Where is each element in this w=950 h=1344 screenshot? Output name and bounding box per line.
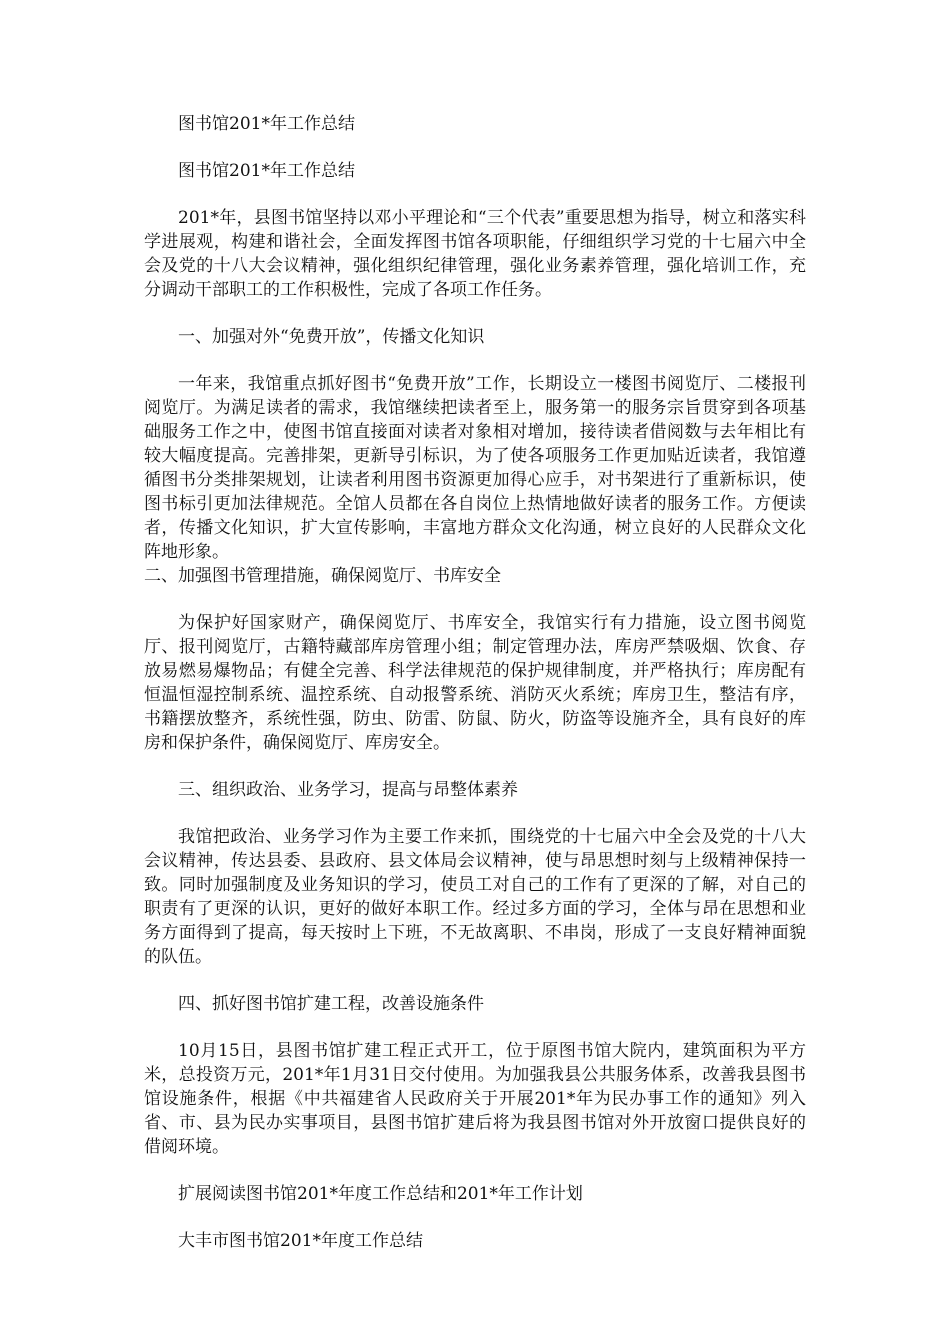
extended-reading-title: 扩展阅读图书馆201*年度工作总结和201*年工作计划	[178, 1184, 583, 1204]
document-subtitle: 图书馆201*年工作总结	[178, 161, 355, 181]
section-2-heading: 二、加强图书管理措施，确保阅览厅、书库安全	[144, 566, 501, 586]
section-1-body: 一年来，我馆重点抓好图书“免费开放”工作，长期设立一楼图书阅览厅、二楼报刊阅览厅。为满足读者的需求，我馆继续把读者至上，服务第一的服务宗旨贯穿到各项基础服务工作之中，使图书馆直接面对读者对象相对增加，接待读者借阅数与去年相比有较大幅度提高。完善排架，更新导引标识，为了使各项服务工作更加贴近读者，我馆遵循图书分类排架规划，让读者利用图书资源更加得心应手，对书架进行了重新标识，使图书标引更加法律规范。全馆人员都在各自岗位上热情地做好读者的服务工作。方便读者，传播文化知识，扩大宣传影响，丰富地方群众文化沟通，树立良好的人民群众文化阵地形象。	[144, 374, 806, 562]
section-1-heading: 一、加强对外“免费开放”，传播文化知识	[178, 327, 485, 347]
intro-paragraph: 201*年，县图书馆坚持以邓小平理论和“三个代表”重要思想为指导，树立和落实科学进展观，构建和谐社会，全面发挥图书馆各项职能，仔细组织学习党的十七届六中全会及党的十八大会议精神，强化组织纪律管理，强化业务素养管理，强化培训工作，充分调动干部职工的工作积极性，完成了各项工作任务。	[144, 208, 806, 300]
section-2-body: 为保护好国家财产，确保阅览厅、书库安全，我馆实行有力措施，设立图书阅览厅、报刊阅览厅，古籍特藏部库房管理小组；制定管理办法，库房严禁吸烟、饮食、存放易燃易爆物品；有健全完善、科学法律规范的保护规律制度，并严格执行；库房配有恒温恒湿控制系统、温控系统、自动报警系统、消防灭火系统；库房卫生，整洁有序，书籍摆放整齐，系统性强，防虫、防雷、防鼠、防火，防盗等设施齐全，具有良好的库房和保护条件，确保阅览厅、库房安全。	[144, 613, 806, 753]
section-3-heading: 三、组织政治、业务学习，提高与昂整体素养	[178, 780, 518, 800]
section-4-heading: 四、抓好图书馆扩建工程，改善设施条件	[178, 994, 484, 1014]
section-3-body: 我馆把政治、业务学习作为主要工作来抓，围绕党的十七届六中全会及党的十八大会议精神，传达县委、县政府、县文体局会议精神，使与昂思想时刻与上级精神保持一致。同时加强制度及业务知识的学习，使员工对自己的工作有了更深的了解，对自己的职责有了更深的认识，更好的做好本职工作。经过多方面的学习，全体与昂在思想和业务方面得到了提高，每天按时上下班，不无故离职、不串岗，形成了一支良好精神面貌的队伍。	[144, 827, 806, 967]
document-body	[144, 112, 806, 1276]
document-title: 图书馆201*年工作总结	[178, 114, 355, 134]
extended-reading-subtitle: 大丰市图书馆201*年度工作总结	[178, 1231, 423, 1251]
section-4-body: 10月15日，县图书馆扩建工程正式开工，位于原图书馆大院内，建筑面积为平方米，总投资万元，201*年1月31日交付使用。为加强我县公共服务体系，改善我县图书馆设施条件，根据《中共福建省人民政府关于开展201*年为民办事工作的通知》列入省、市、县为民办实事项目，县图书馆扩建后将为我县图书馆对外开放窗口提供良好的借阅环境。	[144, 1041, 806, 1157]
